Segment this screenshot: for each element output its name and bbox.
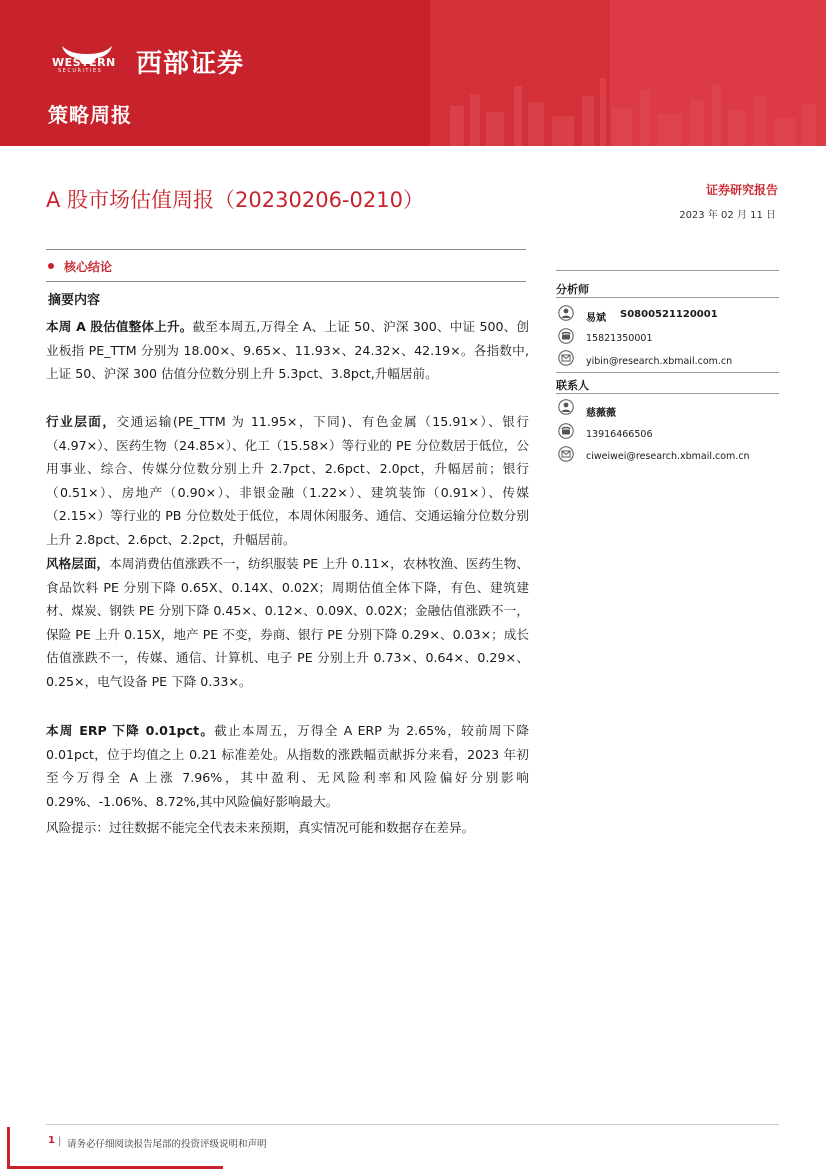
paragraph-industry <box>46 410 529 551</box>
sidebar-divider <box>556 372 779 373</box>
page-number: 1 <box>48 1135 55 1146</box>
summary-title: 摘要内容 <box>48 293 101 308</box>
contact-heading: 联系人 <box>556 379 589 392</box>
paragraph-lead: 行业层面， <box>46 414 117 429</box>
contact-phone: 13916466506 <box>586 429 653 440</box>
section-core-conclusion <box>48 258 112 275</box>
person-icon <box>558 305 574 321</box>
paragraph-text: 截至本周五,万得全 A、上证 50、沪深 300、中证 500、创业板指 PE_TTM 分别为 18.00×、9.65×、11.93×、24.32×、42.19×。各指数中,上证 50、沪深 300 估值分位数分别上升 5.3pct、3.8pct,升幅居前。 <box>46 319 530 381</box>
contact-name: 慈薇薇 <box>586 408 616 419</box>
person-icon <box>558 399 574 415</box>
paragraph-style <box>46 552 529 693</box>
contact-email[interactable]: ciweiwei@research.xbmail.com.cn <box>586 451 750 462</box>
paragraph-overall <box>46 315 529 386</box>
analyst-heading: 分析师 <box>556 283 589 296</box>
sidebar-divider <box>556 297 779 298</box>
paragraph-text: 截止本周五，万得全 A ERP 为 2.65%，较前周下降 0.01pct，位于均值之上 0.21 标准差处。从指数的涨跌幅贡献拆分来看，2023 年初至今万得全 A 上涨 7.96%，其中盈利、无风险利率和风险偏好分别影响 0.29%、-1.06%、8.72%,其中风险偏好影响最大。 <box>46 723 530 809</box>
paragraph-erp <box>46 719 529 813</box>
paragraph-lead: 本周 A 股估值整体上升。 <box>46 319 193 334</box>
report-date: 2023 年 02 月 11 日 <box>679 210 776 221</box>
paragraph-lead: 本周 ERP 下降 0.01pct。 <box>46 723 215 738</box>
divider-section <box>46 281 526 282</box>
footer-disclaimer: 请务必仔细阅读报告尾部的投资评级说明和声明 <box>67 1139 267 1150</box>
analyst-license: S0800521120001 <box>620 309 718 320</box>
logo-wordmark: WESTERN <box>52 56 116 69</box>
report-type: 策略周报 <box>48 103 132 127</box>
email-icon <box>558 446 574 462</box>
logo-subtext: SECURITIES <box>58 68 103 74</box>
analyst-name: 易斌 <box>586 313 606 324</box>
report-category: 证券研究报告 <box>705 183 778 197</box>
paragraph-text: 风险提示：过往数据不能完全代表未来预期，真实情况可能和数据存在差异。 <box>46 820 475 835</box>
skyline-decoration <box>300 66 826 146</box>
sidebar-divider <box>556 393 779 394</box>
divider-top <box>46 249 526 250</box>
analyst-phone: 15821350001 <box>586 333 653 344</box>
paragraph-text: 本周消费估值涨跌不一，纺织服装 PE 上升 0.11×，农林牧渔、医药生物、食品饮料 PE 分别下降 0.65X、0.14X、0.02X；周期估值全体下降，有色、建筑建材、煤炭、钢铁 PE 分别下降 0.45×、0.12×、0.09X、0.02X；金融估值涨跌不一，保险 PE 上升 0.15X，地产 PE 不变，券商、银行 PE 分别下降 0.29×、0.03×；成长估值涨跌不一，传媒、通信、计算机、电子 PE 分别上升 0.73×、0.64×、0.29×、0.25×，电气设备 PE 下降 0.33×。 <box>46 556 530 689</box>
paragraph-text: 交通运输(PE_TTM 为 11.95×，下同)、有色金属（15.91×）、银行（4.97×）、医药生物（24.85×）、化工（15.58×）等行业的 PE 分位数居于低位，公用事业、综合、传媒分位数分别上升 2.7pct、2.6pct、2.0pct，升幅居前；银行（0.51×）、房地产（0.90×）、非银金融（1.22×）、建筑装饰（0.91×）、传媒（2.15×）等行业的 PB 分位数处于低位，本周休闲服务、通信、交通运输分位数分别上升 2.8pct、2.6pct、2.2pct，升幅居前。 <box>46 414 530 547</box>
section-title: 核心结论 <box>64 260 113 274</box>
footer-divider <box>46 1124 779 1125</box>
email-icon <box>558 350 574 366</box>
paragraph-risk <box>46 816 529 840</box>
phone-icon <box>558 423 574 439</box>
paragraph-lead: 风格层面， <box>46 556 110 571</box>
analyst-email[interactable]: yibin@research.xbmail.com.cn <box>586 356 733 367</box>
header-banner <box>0 0 826 146</box>
footer-accent-bar <box>7 1127 10 1169</box>
footer-separator: | <box>58 1136 62 1147</box>
sidebar-divider <box>556 270 779 271</box>
report-title: A 股市场估值周报（20230206-0210） <box>46 188 424 212</box>
phone-icon <box>558 328 574 344</box>
bullet-icon <box>48 263 54 269</box>
company-name: 西部证券 <box>136 49 245 79</box>
